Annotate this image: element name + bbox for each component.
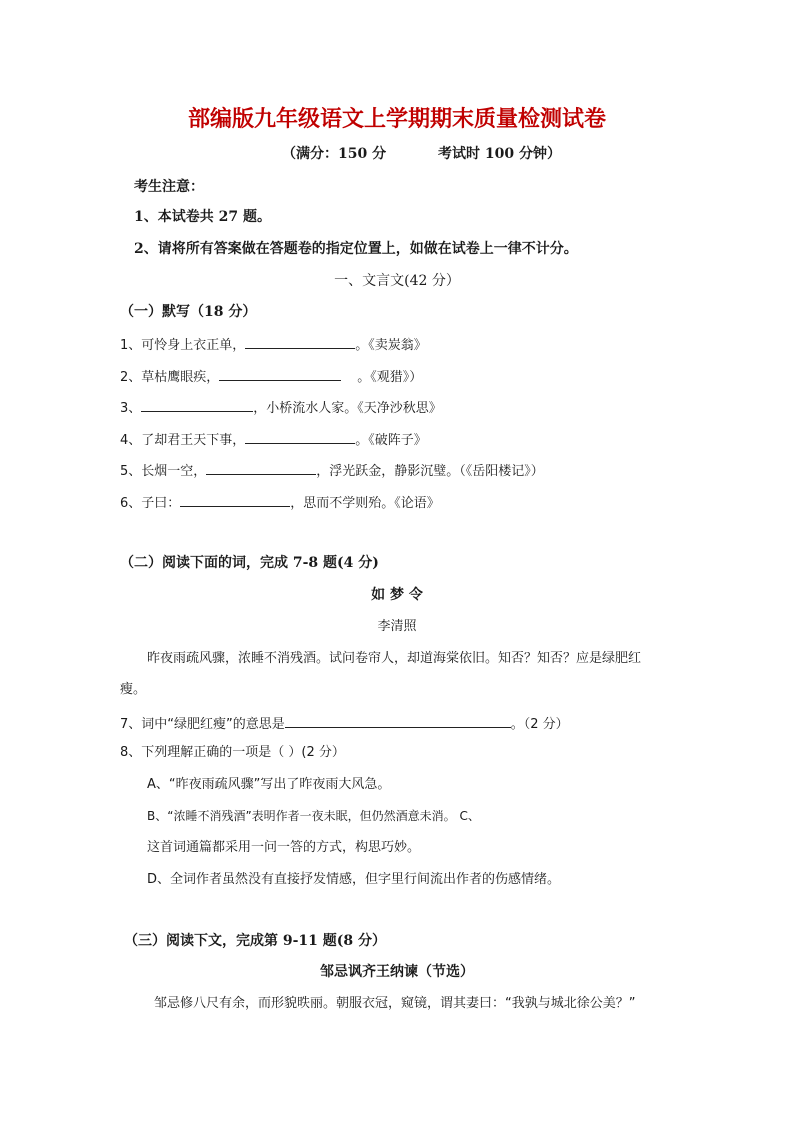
score-info: （满分：150 分 [282,146,387,162]
question-7 [120,713,569,734]
question-1-text: 1、可怜身上衣正单， [120,338,246,353]
question-6 [120,492,440,513]
question-1-source: 。《卖炭翁》 [355,338,427,353]
question-3-number: 3、 [120,401,142,416]
poem-author: 李清照 [377,619,417,634]
poem-text-line-1: 昨夜雨疏风骤，浓睡不消残酒。试问卷帘人，却道海棠依旧。知否？知否？应是绿肥红 [147,651,642,666]
question-3-text: ，小桥流水人家。《天净沙秋思》 [253,401,442,416]
question-6-source: ，思而不学则殆。《论语》 [290,496,440,511]
question-3 [120,397,442,418]
page-title: 部编版九年级语文上学期期末质量检测试卷 [187,106,606,132]
poem-title: 如 梦 令 [371,587,423,603]
answer-blank-6 [180,492,290,507]
answer-blank-3 [141,397,253,412]
passage-title: 邹忌讽齐王纳谏（节选） [320,964,474,980]
answer-blank-2 [219,366,341,381]
part3-heading: （三）阅读下文，完成第 9-11 题(8 分） [124,933,387,949]
question-2-text: 2、草枯鹰眼疾， [120,370,220,385]
option-d: D、全词作者虽然没有直接抒发情感，但字里行间流出作者的伤感情绪。 [147,872,561,887]
question-1 [120,334,427,355]
question-7-score: 。（2 分） [510,717,569,732]
question-5-text: 5、长烟一空， [120,464,207,479]
option-c: 这首词通篇都采用一问一答的方式，构思巧妙。 [147,840,421,855]
question-4 [120,429,427,450]
answer-blank-4 [245,429,355,444]
notice-item-1: 1、本试卷共 27 题。 [134,209,271,225]
part2-heading: （二）阅读下面的词，完成 7-8 题(4 分) [120,555,379,571]
question-7-text: 7、词中“绿肥红瘦”的意思是 [120,717,285,732]
question-4-source: 。《破阵子》 [355,433,427,448]
poem-text-line-2: 瘦。 [120,682,147,697]
question-8: 8、下列理解正确的一项是（ ）(2 分） [120,745,345,760]
question-2 [120,366,422,387]
option-b: B、“浓睡不消残酒”表明作者一夜未眠，但仍然酒意未消。 C、 [147,809,480,823]
answer-blank-7 [285,713,511,728]
notice-item-2: 2、请将所有答案做在答题卷的指定位置上，如做在试卷上一律不计分。 [134,241,578,257]
notice-heading: 考生注意： [134,179,204,195]
question-4-text: 4、了却君王天下事， [120,433,246,448]
question-5 [120,460,544,481]
answer-blank-5 [206,460,316,475]
time-info: 考试时 100 分钟） [438,146,561,162]
option-a: A、“昨夜雨疏风骤”写出了昨夜雨大风急。 [147,777,391,792]
section-heading-classical: 一、文言文(42 分） [334,273,460,289]
question-6-text: 6、子曰： [120,496,181,511]
question-2-source: 。《观猎》） [357,370,423,385]
passage-text-line-1: 邹忌修八尺有余，而形貌昳丽。朝服衣冠，窥镜，谓其妻曰：“我孰与城北徐公美？” [154,996,636,1011]
answer-blank-1 [245,334,355,349]
part1-heading: （一）默写（18 分） [120,304,257,320]
question-5-source: ，浮光跃金，静影沉璧。（《岳阳楼记》） [316,464,544,479]
